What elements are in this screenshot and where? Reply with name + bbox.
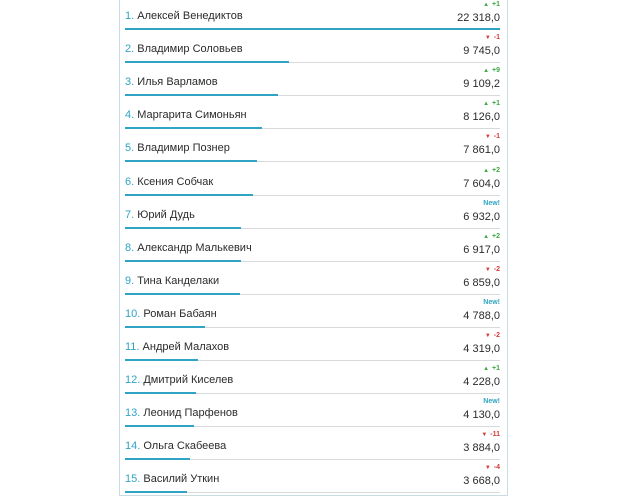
- score-bar: [125, 458, 190, 460]
- score-bar: [125, 359, 198, 361]
- score-bar: [125, 293, 240, 295]
- rank-number: 7.: [125, 208, 135, 221]
- score-bar: [125, 28, 500, 30]
- rank-change: [483, 233, 500, 240]
- person-name-text: Владимир Познер: [137, 142, 230, 155]
- person-name-text: Дмитрий Киселев: [143, 374, 234, 387]
- ranking-row[interactable]: [125, 132, 500, 165]
- rank-number: 12.: [125, 374, 141, 387]
- score-bar: [125, 127, 262, 129]
- score-bar: [125, 392, 196, 394]
- arrow-down-icon: ▼: [484, 266, 491, 273]
- rank-change: [485, 332, 500, 339]
- rank-change: [485, 464, 500, 471]
- ranking-row[interactable]: [125, 298, 500, 331]
- rank-change: [485, 266, 500, 273]
- rank-number: 5.: [125, 142, 135, 155]
- score-value: 22 318,0: [457, 12, 500, 24]
- person-name-text: Леонид Парфенов: [143, 407, 238, 420]
- rank-change-text: -2: [493, 265, 500, 273]
- score-value: 4 319,0: [463, 343, 500, 355]
- arrow-up-icon: ▲: [483, 2, 490, 8]
- score-value: 9 109,2: [463, 78, 500, 91]
- ranking-row[interactable]: [125, 463, 500, 496]
- arrow-up-icon: ▲: [483, 167, 490, 174]
- score-bar: [125, 425, 194, 427]
- rank-change-text: +2: [492, 232, 500, 240]
- person-name-text: Ольга Скабеева: [143, 440, 227, 453]
- rank-number: 8.: [125, 241, 135, 254]
- person-name[interactable]: [125, 275, 219, 287]
- score-bar: [125, 326, 205, 328]
- person-name[interactable]: [125, 440, 226, 452]
- score-bar: [125, 94, 278, 96]
- rank-number: 3.: [125, 76, 135, 89]
- person-name[interactable]: [125, 473, 219, 485]
- ranking-row[interactable]: [125, 331, 500, 364]
- person-name[interactable]: [125, 374, 233, 386]
- rank-change: [481, 431, 500, 438]
- rank-change-text: +1: [492, 100, 500, 108]
- rank-change: [483, 167, 500, 174]
- arrow-down-icon: ▼: [484, 465, 491, 472]
- rank-change-text: -2: [493, 332, 500, 339]
- rank-change: [483, 1, 500, 8]
- rank-change-text: +2: [492, 166, 500, 174]
- person-name[interactable]: [125, 10, 243, 22]
- arrow-up-icon: ▲: [483, 233, 490, 240]
- rank-change: [485, 133, 500, 140]
- person-name[interactable]: [125, 142, 230, 154]
- score-value: 6 917,0: [463, 243, 500, 256]
- rank-change-text: -1: [493, 34, 500, 42]
- person-name[interactable]: [125, 407, 238, 419]
- score-value: 4 228,0: [463, 376, 500, 389]
- arrow-up-icon: ▲: [483, 101, 490, 108]
- rank-change-text: -11: [490, 431, 500, 439]
- score-value: 6 859,0: [463, 276, 500, 289]
- score-value: 4 788,0: [463, 309, 500, 322]
- rank-number: 11.: [125, 341, 140, 353]
- person-name[interactable]: [125, 209, 195, 221]
- arrow-down-icon: ▼: [481, 432, 488, 439]
- person-name-text: Ксения Собчак: [137, 175, 214, 188]
- arrow-up-icon: ▲: [483, 366, 490, 373]
- score-bar: [125, 194, 253, 196]
- ranking-row[interactable]: [125, 99, 500, 132]
- person-name-text: Илья Варламов: [137, 76, 218, 89]
- ranking-row[interactable]: [125, 265, 500, 298]
- score-bar: [125, 260, 241, 262]
- arrow-down-icon: ▼: [484, 333, 491, 339]
- arrow-up-icon: ▲: [483, 68, 490, 75]
- score-value: 6 932,0: [463, 210, 500, 223]
- arrow-down-icon: ▼: [484, 134, 491, 141]
- person-name[interactable]: [125, 43, 243, 55]
- person-name[interactable]: [125, 308, 217, 320]
- person-name[interactable]: [125, 176, 213, 188]
- ranking-row[interactable]: [125, 0, 500, 33]
- score-value: 8 126,0: [463, 111, 500, 124]
- rank-change: [483, 100, 500, 107]
- person-name-text: Василий Уткин: [143, 473, 220, 486]
- rank-change: [483, 365, 500, 372]
- rank-change: [483, 67, 500, 74]
- ranking-row[interactable]: [125, 66, 500, 99]
- ranking-row[interactable]: [125, 33, 500, 66]
- rank-number: 1.: [125, 10, 135, 22]
- score-value: 9 745,0: [463, 45, 500, 58]
- rank-change: [483, 398, 500, 405]
- person-name-text: Роман Бабаян: [143, 307, 217, 320]
- score-value: 7 604,0: [463, 177, 500, 190]
- score-value: 4 130,0: [463, 409, 500, 422]
- score-bar: [125, 160, 257, 162]
- rank-change-text: -1: [493, 133, 500, 141]
- rank-change-text: New!: [483, 398, 500, 406]
- rank-number: 2.: [125, 43, 135, 56]
- person-name-text: Александр Малькевич: [137, 241, 252, 254]
- person-name[interactable]: [125, 109, 247, 121]
- rank-number: 6.: [125, 175, 135, 188]
- rank-change: [483, 200, 500, 207]
- rank-change: [483, 299, 500, 306]
- ranking-row[interactable]: [125, 232, 500, 265]
- ranking-row[interactable]: [125, 199, 500, 232]
- rank-number: 14.: [125, 440, 141, 453]
- person-name[interactable]: [125, 242, 252, 254]
- person-name-text: Маргарита Симоньян: [137, 109, 247, 122]
- score-bar: [125, 61, 289, 63]
- score-value: 3 884,0: [463, 442, 500, 455]
- person-name[interactable]: [125, 76, 218, 88]
- rank-change-text: +1: [492, 365, 500, 373]
- ranking-row[interactable]: [125, 364, 500, 397]
- score-value: 3 668,0: [463, 475, 500, 488]
- arrow-down-icon: ▼: [484, 35, 491, 42]
- rank-change: [485, 34, 500, 41]
- score-value: 7 861,0: [463, 144, 500, 157]
- rank-number: 15.: [125, 473, 141, 486]
- ranking-list: [119, 0, 508, 496]
- ranking-row[interactable]: [125, 166, 500, 199]
- person-name-text: Владимир Соловьев: [137, 43, 243, 56]
- rank-number: 9.: [125, 274, 135, 287]
- rank-change-text: New!: [483, 199, 500, 207]
- person-name-text: Юрий Дудь: [137, 208, 195, 221]
- rank-change-text: New!: [483, 298, 500, 306]
- rank-number: 10.: [125, 307, 141, 320]
- rank-change-text: -4: [493, 464, 500, 472]
- rank-number: 13.: [125, 407, 141, 420]
- person-name-text: Андрей Малахов: [142, 341, 230, 353]
- rank-change-text: +9: [492, 67, 500, 75]
- ranking-row[interactable]: [125, 397, 500, 430]
- rank-number: 4.: [125, 109, 135, 122]
- score-bar: [125, 227, 241, 229]
- person-name-text: Тина Канделаки: [137, 274, 220, 287]
- rank-change-text: +1: [492, 1, 500, 8]
- score-bar: [125, 491, 187, 493]
- person-name-text: Алексей Венедиктов: [137, 10, 243, 22]
- ranking-row[interactable]: [125, 430, 500, 463]
- person-name[interactable]: [125, 341, 229, 353]
